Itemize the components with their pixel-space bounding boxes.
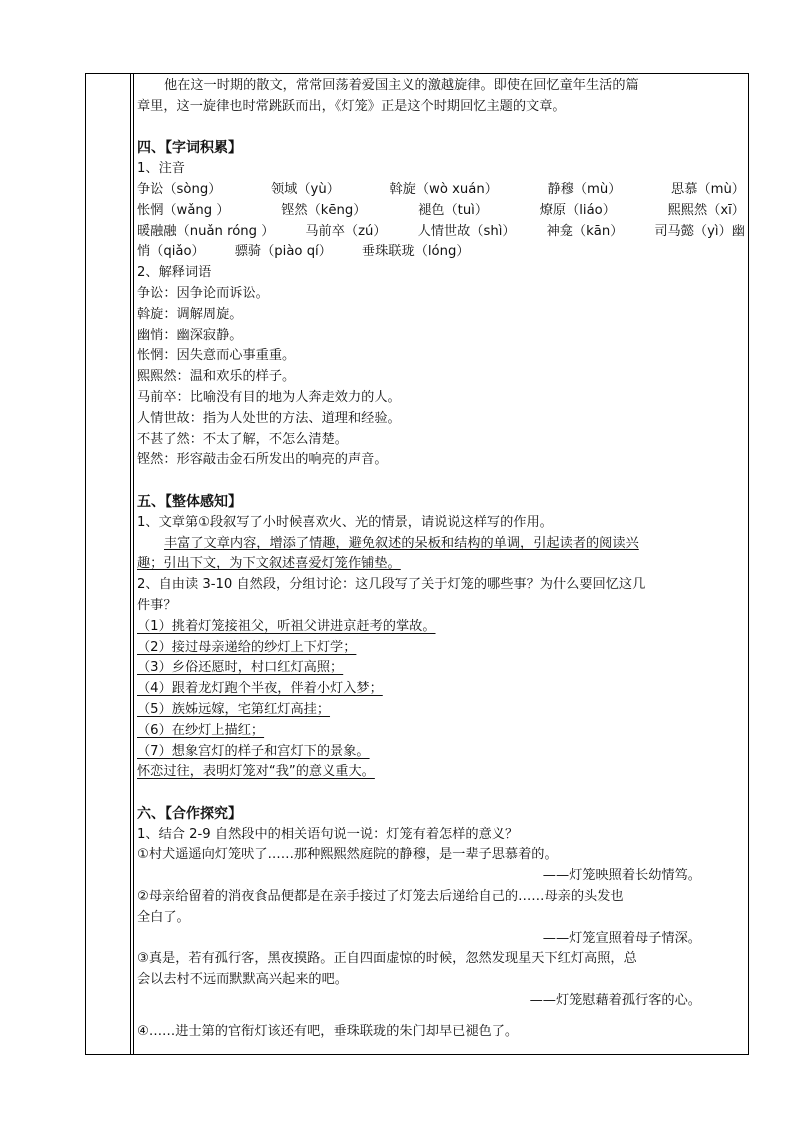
- pinyin-item: 褪色（tuì）: [418, 202, 489, 218]
- pinyin-row: [137, 201, 745, 222]
- pinyin-item: 燎原（liáo）: [539, 202, 616, 218]
- pinyin-item: 马前卒（zú）: [305, 223, 387, 239]
- definition-item: 不甚了然：不太了解，不怎么清楚。: [137, 431, 348, 447]
- question: 1、结合 2-9 自然段中的相关语句说一说：灯笼有着怎样的意义？: [137, 826, 519, 842]
- quote-item: ②母亲给留着的消夜食品便都是在亲手接过了灯笼去后递给自己的……母亲的头发也: [137, 889, 624, 905]
- question: 件事？: [137, 597, 177, 613]
- column-divider: [130, 74, 131, 1054]
- quote-note: ——灯笼宣照着母子情深。: [542, 930, 701, 946]
- pinyin-item: 静穆（mù）: [547, 181, 622, 197]
- pinyin-item: 铿然（kēng）: [281, 202, 367, 218]
- answer-item: （6）在纱灯上描红；: [137, 722, 265, 738]
- answer-item: （3）乡俗还愿时，村口红灯高照；: [137, 660, 344, 676]
- quote-item: 会以去村不远而默默高兴起来的吧。: [137, 972, 348, 988]
- pinyin-item: 人情世故（shì）: [417, 223, 516, 239]
- definition-item: 铿然：形容敲击金石所发出的响亮的声音。: [137, 452, 388, 468]
- pinyin-item: 斡旋（wò xuán）: [389, 181, 498, 197]
- pinyin-row: [137, 242, 745, 263]
- pinyin-item: 骠骑（piào qí）: [234, 244, 332, 260]
- definition-item: 马前卒：比喻没有目的地为人奔走效力的人。: [137, 389, 401, 405]
- definition-item: 怅惘：因失意而心事重重。: [137, 348, 296, 364]
- intro-line: 章里，这一旋律也时常跳跃而出，《灯笼》正是这个时期回忆主题的文章。: [137, 98, 566, 114]
- answer-item: （5）族姊远嫁，宅第红灯高挂；: [137, 701, 331, 717]
- definition-item: 人情世故：指为人处世的方法、道理和经验。: [137, 410, 401, 426]
- pinyin-item: 争讼（sòng）: [137, 181, 222, 197]
- answer-summary: 怀恋过往，表明灯笼对“我”的意义重大。: [137, 764, 375, 780]
- worksheet-content: [137, 76, 745, 1043]
- pinyin-item: 暖融融（nuǎn róng ）: [137, 223, 275, 239]
- definition-item: 幽悄：幽深寂静。: [137, 327, 243, 343]
- intro-line: 他在这一时期的散文，常常回荡着爱国主义的激越旋律。即使在回忆童年生活的篇: [164, 78, 639, 93]
- pinyin-item: 熙熙然（xī）: [667, 202, 745, 218]
- pinyin-item: 垂珠联珑（lóng）: [361, 244, 470, 260]
- quote-note: ——灯笼慰藉着孤行客的心。: [529, 993, 701, 1009]
- answer-item: （4）跟着龙灯跑个半夜，伴着小灯入梦；: [137, 681, 383, 697]
- pinyin-item: 神龛（kān）: [546, 223, 624, 239]
- definition-item: 斡旋：调解周旋。: [137, 306, 243, 322]
- question: 1、文章第①段叙写了小时候喜欢火、光的情景，请说说这样写的作用。: [137, 514, 553, 530]
- pinyin-item: 领域（yù）: [271, 181, 340, 197]
- subheading-pronunciation: 1、注音: [137, 161, 185, 177]
- definition-item: 争讼：因争论而诉讼。: [137, 285, 269, 301]
- pinyin-item: 悄（qiǎo）: [137, 244, 205, 260]
- quote-item: ③真是，若有孤行客，黑夜摸路。正自四面虚惊的时候，忽然发现星天下红灯高照，总: [137, 951, 637, 967]
- pinyin-item: 怅惘（wǎng ）: [137, 202, 230, 218]
- pinyin-row: [137, 180, 745, 201]
- quote-note: ——灯笼映照着长幼情笃。: [542, 868, 701, 884]
- answer-item: （7）想象宫灯的样子和宫灯下的景象。: [137, 743, 370, 759]
- answer-underlined: 趣；引出下文，为下文叙述喜爱灯笼作铺垫。: [137, 556, 401, 572]
- section-heading-inquiry: 六、【合作探究】: [137, 805, 242, 822]
- pinyin-item: 思慕（mù）: [671, 181, 745, 197]
- pinyin-item: 司马懿（yì）幽: [654, 223, 745, 239]
- column-divider-double: [133, 74, 134, 1054]
- question: 2、自由读 3-10 自然段，分组讨论：这几段写了关于灯笼的哪些事？为什么要回忆这几: [137, 577, 646, 593]
- pinyin-row: [137, 222, 745, 243]
- quote-item: 全白了。: [137, 909, 190, 925]
- answer-underlined: 丰富了文章内容，增添了情趣，避免叙述的呆板和结构的单调，引起读者的阅读兴: [164, 535, 639, 551]
- section-heading-overview: 五、【整体感知】: [137, 493, 242, 510]
- answer-item: （2）接过母亲递给的纱灯上下灯学；: [137, 639, 357, 655]
- quote-item: ④……进士第的官衔灯该还有吧，垂珠联珑的朱门却早已褪色了。: [137, 1023, 519, 1039]
- definition-item: 熙熙然：温和欢乐的样子。: [137, 369, 296, 385]
- quote-item: ①村犬遥遥向灯笼吠了……那种熙熙然庭院的静穆，是一辈子思慕着的。: [137, 847, 558, 863]
- subheading-definitions: 2、解释词语: [137, 265, 212, 281]
- answer-item: （1）挑着灯笼接祖父，听祖父讲进京赶考的掌故。: [137, 618, 436, 634]
- section-heading-vocabulary: 四、【字词积累】: [137, 140, 242, 157]
